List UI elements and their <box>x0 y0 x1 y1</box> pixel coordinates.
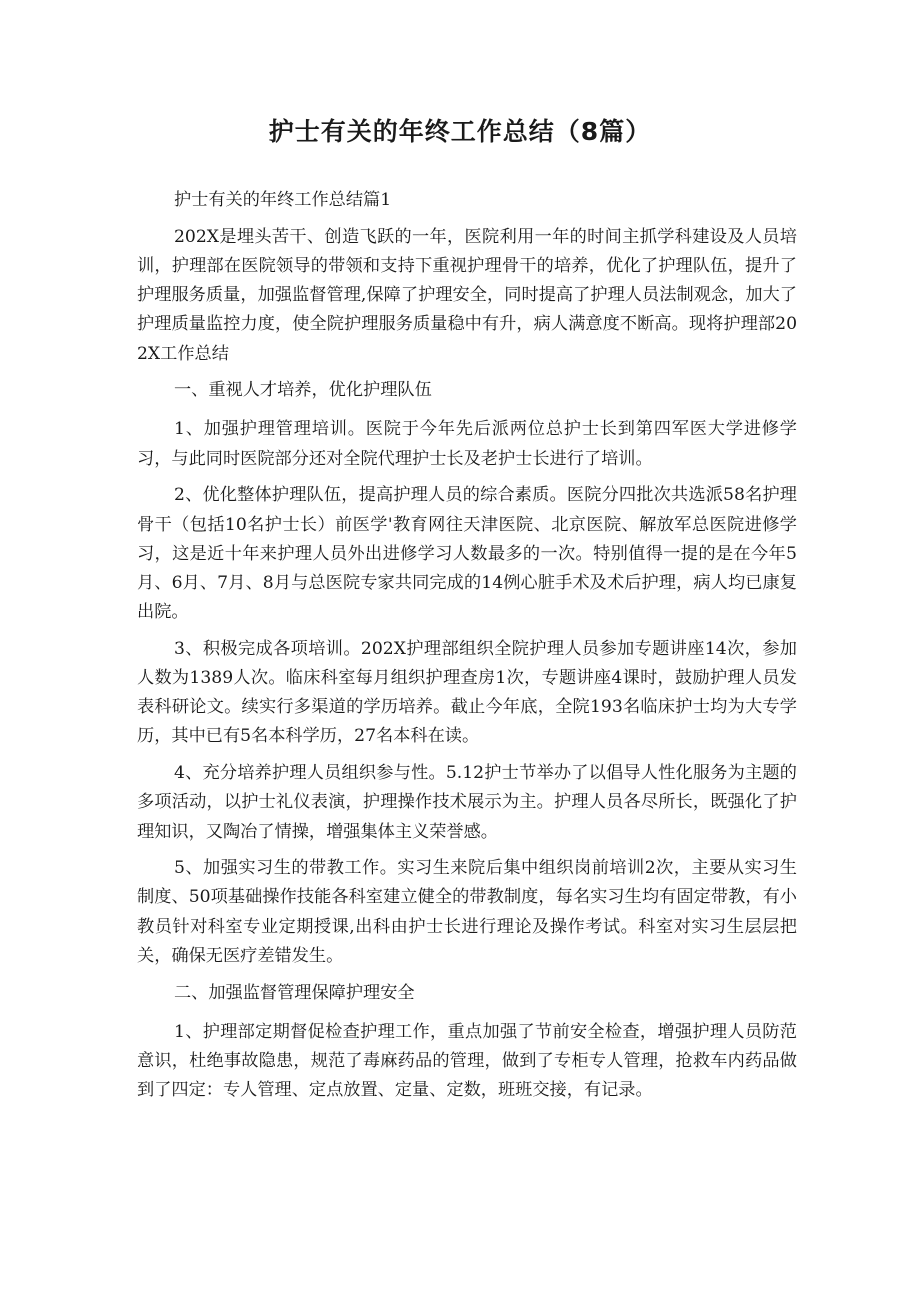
body-paragraph: 4、充分培养护理人员组织参与性。5.12护士节举办了以倡导人性化服务为主题的多项活动，以护士礼仪表演，护理操作技术展示为主。护理人员各尽所长，既强化了护理知识，又陶冶了情操，增强集体主义荣誉感。 <box>137 763 797 842</box>
document-body <box>137 186 797 1113</box>
body-paragraph: 3、积极完成各项培训。202X护理部组织全院护理人员参加专题讲座14次，参加人数为1389人次。临床科室每月组织护理查房1次，专题讲座4课时，鼓励护理人员发表科研论文。续实行多渠道的学历培养。截止今年底，全院193名临床护士均为大专学历，其中已有5名本科学历，27名本科在读。 <box>137 638 797 747</box>
body-paragraph: 5、加强实习生的带教工作。实习生来院后集中组织岗前培训2次，主要从实习生制度、50项基础操作技能各科室建立健全的带教制度，每名实习生均有固定带教，有小教员针对科室专业定期授课,出科由护士长进行理论及操作考试。科室对实习生层层把关，确保无医疗差错发生。 <box>137 858 797 966</box>
subsection-heading: 一、重视人才培养，优化护理队伍 <box>173 380 432 401</box>
document-title: 护士有关的年终工作总结（8篇） <box>268 117 652 146</box>
body-paragraph: 1、护理部定期督促检查护理工作，重点加强了节前安全检查，增强护理人员防范意识，杜绝事故隐患，规范了毒麻药品的管理，做到了专柜专人管理，抢救车内药品做到了四定：专人管理、定点放置、定量、定数，班班交接，有记录。 <box>137 1021 797 1101</box>
body-paragraph: 2、优化整体护理队伍，提高护理人员的综合素质。医院分四批次共选派58名护理骨干（包括10名护士长）前医学'教育网往天津医院、北京医院、解放军总医院进修学习，这是近十年来护理人员外出进修学习人数最多的一次。特别值得一提的是在今年5月、6月、7月、8月与总医院专家共同完成的14例心脏手术及术后护理，病人均已康复出院。 <box>137 485 797 623</box>
body-paragraph: 1、加强护理管理培训。医院于今年先后派两位总护士长到第四军医大学进修学习，与此同时医院部分还对全院代理护士长及老护士长进行了培训。 <box>137 419 797 469</box>
subsection-heading: 二、加强监督管理保障护理安全 <box>173 982 415 1003</box>
section-heading: 护士有关的年终工作总结篇1 <box>173 190 392 210</box>
intro-paragraph: 202X是埋头苦干、创造飞跃的一年，医院利用一年的时间主抓学科建设及人员培训，护理部在医院领导的带领和支持下重视护理骨干的培养，优化了护理队伍，提升了护理服务质量，加强监督管理,保障了护理安全，同时提高了护理人员法制观念，加大了护理质量监控力度，使全院护理服务质量稳中有升，病人满意度不断高。现将护理部202X工作总结 <box>137 226 797 364</box>
